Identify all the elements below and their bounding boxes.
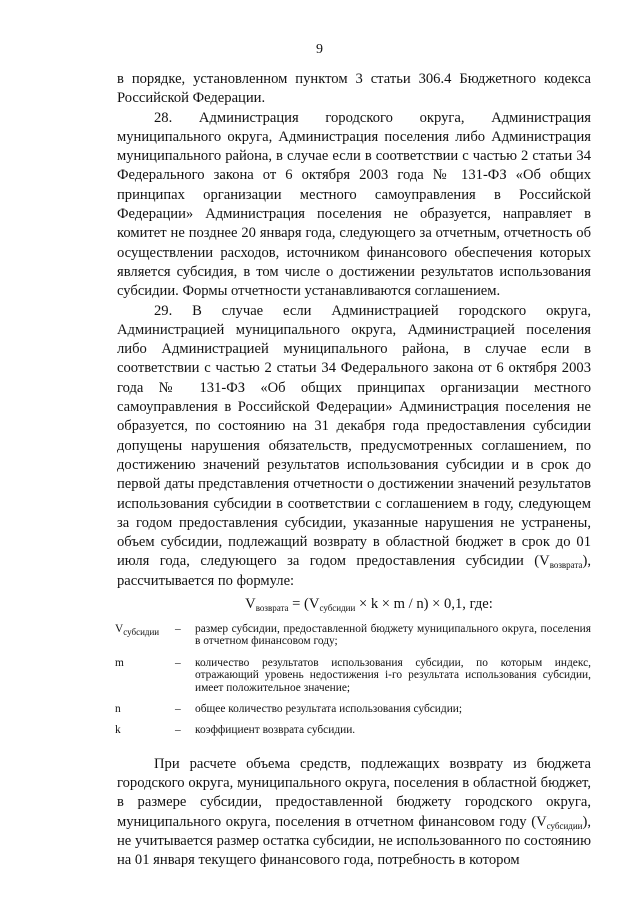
definition-text: размер субсидии, предоставленной бюджету муниципального округа, поселения в отчетном финансовом году; xyxy=(195,623,591,648)
document-body xyxy=(117,70,591,871)
definition-symbol: $V_{субсидии}$ xyxy=(115,623,160,638)
definition-item xyxy=(115,724,591,736)
formula xyxy=(147,593,591,615)
definition-item xyxy=(115,623,591,648)
formula-v: V xyxy=(245,596,256,613)
paragraph-28: 28. Администрация городского округа, Администрация муниципального округа, Администрация поселения либо Администрация муниципального района, в случае если в соответствии с частью 2 статьи 34 Федерального закона от 6 октября 2003 года № 131-ФЗ «Об общих принципах организации местного самоуправления в Российской Федерации» Администрация поселения не образуется, направляет в комитет не позднее 20 января года, следующего за отчетным, отчетность об осуществлении расходов, источником финансового обеспечения которых является субсидия, в том числе о достижении результатов использования субсидии. Формы отчетности устанавливаются соглашением. xyxy=(117,109,591,300)
definition-item xyxy=(115,703,591,715)
page-number: 9 xyxy=(316,42,323,57)
paragraph-29-subscript: возврата xyxy=(549,560,583,571)
definition-text: коэффициент возврата субсидии. xyxy=(195,724,356,737)
formula-rest: × k × m / n) × 0,1, где: xyxy=(355,596,493,613)
definition-item xyxy=(115,657,591,694)
definition-text: общее количество результата использования субсидии; xyxy=(195,703,463,716)
definition-text: количество результатов использования субсидии, по которым индекс, отражающий уровень недостижения i-го результата использования субсидии, имеет положительное значение; xyxy=(195,656,591,694)
note-text: При расчете объема средств, подлежащих возврату из бюджета городского округа, муниципального округа, поселения в областной бюджет, в размере субсидии, предоставленной бюджету городского округа, муниципального округа, поселения в отчетном финансовом году (V xyxy=(117,755,591,830)
formula-eq: = (V xyxy=(288,596,320,613)
definition-dash: – xyxy=(175,623,181,636)
paragraph-continuation: в порядке, установленном пунктом 3 статьи 306.4 Бюджетного кодекса Российской Федерации. xyxy=(117,71,591,107)
formula-v-sub: возврата xyxy=(255,603,289,614)
note-subscript: субсидии xyxy=(546,820,583,831)
definition-symbol: k xyxy=(115,724,121,737)
paragraph-29-end: ), рассчитывается по формуле: xyxy=(117,553,591,589)
definition-symbol: n xyxy=(115,703,121,716)
definition-symbol: m xyxy=(115,656,124,669)
formula-s-sub: субсидии xyxy=(319,603,356,614)
paragraph-29 xyxy=(117,302,591,591)
definition-dash: – xyxy=(175,656,181,669)
note-end: ), не учитывается размер остатка субсидии, не использованного по состоянию на 01 января текущего финансового года, потребность в котором xyxy=(117,813,591,869)
definitions-list xyxy=(115,623,591,737)
paragraph-calculation-note xyxy=(117,755,591,871)
paragraph-29-text: 29. В случае если Администрацией городского округа, Администрацией муниципального округа, Администрацией поселения либо Администрацией муниципального района, в случае если в соответствии с частью 2 статьи 34 Федерального закона от 6 октября 2003 года № 131-ФЗ «Об общих принципах организации местного самоуправления в Российской Федерации» Администрация поселения не образуется, по состоянию на 31 декабря года предоставления субсидии допущены нарушения обязательств, предусмотренных соглашением, по достижению значений результатов использования субсидии и в срок до первой даты представления отчетности о достижении значений результатов использования субсидии в соответствии с соглашением в году, следующем за годом предоставления субсидии, указанные нарушения не устранены, объем субсидии, подлежащий возврату в областной бюджет в срок до 01 июля года, следующего за годом предоставления субсидии (V xyxy=(117,302,591,570)
definition-dash: – xyxy=(175,724,181,737)
definition-dash: – xyxy=(175,703,181,716)
